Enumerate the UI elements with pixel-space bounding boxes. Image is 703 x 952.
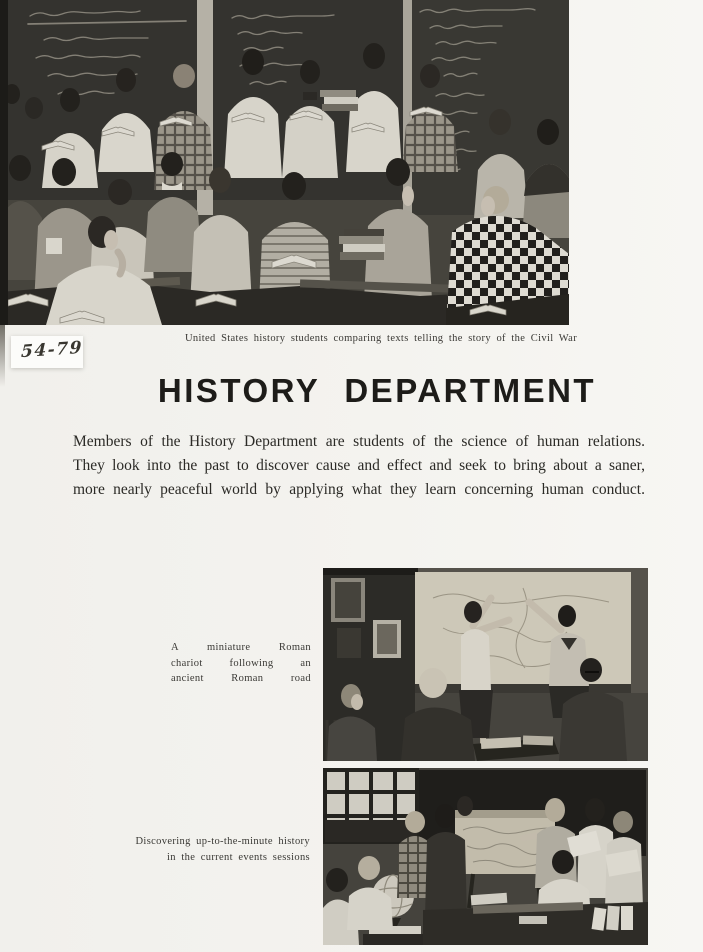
map-photo-caption <box>171 640 311 687</box>
current-events-photo <box>323 768 648 945</box>
caption-line: in the current events sessions <box>167 851 310 863</box>
book-stack-center <box>320 90 358 111</box>
book-stack-desk <box>339 229 385 260</box>
intro-line: Members of the History Department are students of the science of human relations. <box>73 433 645 450</box>
classroom-photo-art <box>0 0 569 325</box>
classroom-photo <box>0 0 569 325</box>
intro-line: more nearly peaceful world by applying what they learn concerning human conduct. <box>73 481 645 498</box>
book-stack <box>592 906 633 931</box>
caption-line: ancient Roman road <box>171 673 311 684</box>
window <box>325 770 417 842</box>
photo-edge <box>0 0 8 325</box>
page-title: HISTORY DEPARTMENT <box>157 372 597 409</box>
caption-line: Discovering up-to-the-minute history <box>135 836 310 847</box>
page-edge-shadow <box>0 325 5 387</box>
intro-line: They look into the past to discover cause and effect and seek to bring about a saner, <box>73 457 645 474</box>
current-events-photo-art <box>323 768 648 945</box>
map-photo-art <box>323 568 648 761</box>
caption-line: A miniature Roman <box>171 642 311 653</box>
map-pointing-photo <box>323 568 648 761</box>
handwritten-note-slip <box>11 336 83 368</box>
intro-paragraph <box>73 430 645 502</box>
caption-line: chariot following an <box>171 657 311 669</box>
handwritten-page-numbers: 54-79 <box>20 337 84 363</box>
classroom-photo-caption: United States history students comparing texts telling the story of the Civil War <box>184 333 578 344</box>
current-events-caption <box>100 834 310 865</box>
